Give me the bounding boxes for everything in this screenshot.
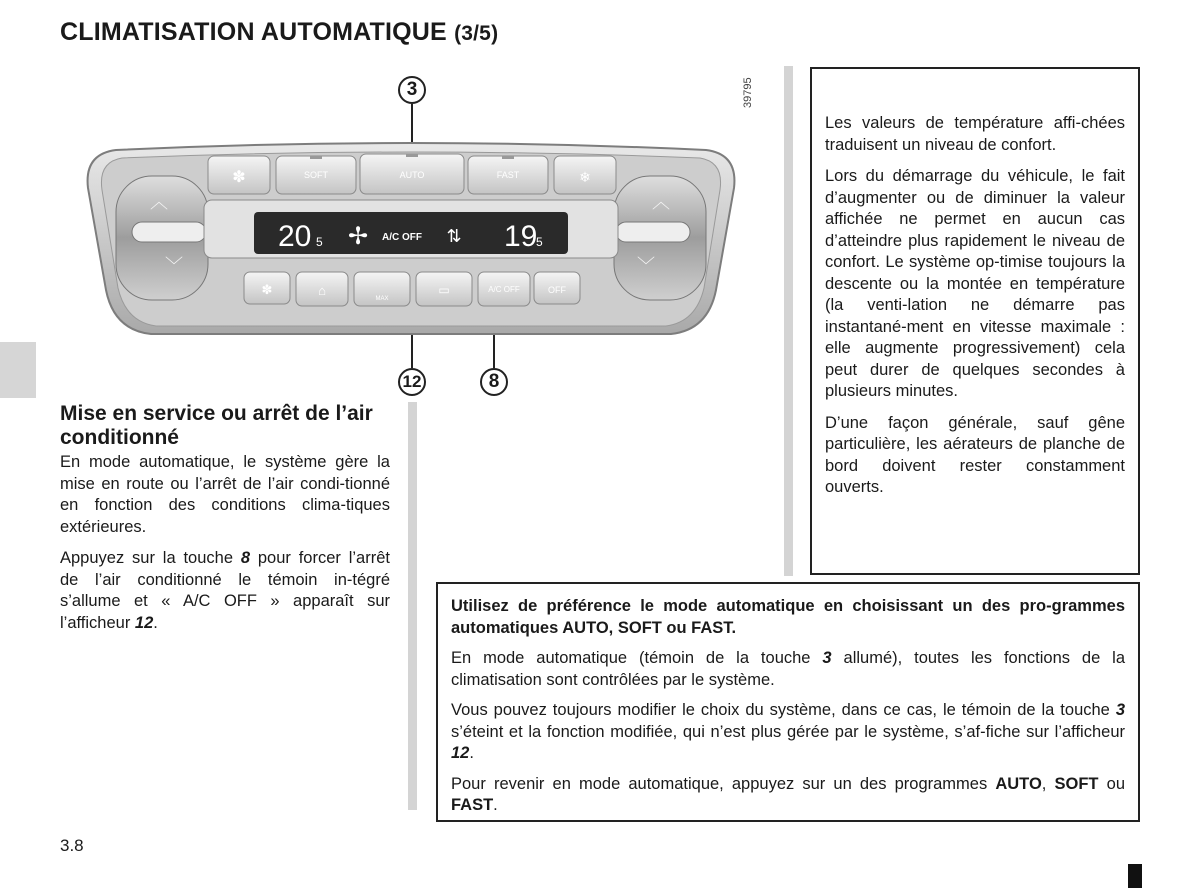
right-paragraph-1: Les valeurs de température affi-chées traduisent un niveau de confort. [825, 114, 1125, 154]
page-number: 3.8 [60, 836, 84, 855]
page-title [60, 18, 498, 47]
off-button-label: OFF [548, 285, 566, 295]
callout-8: 8 [480, 368, 508, 396]
comfort-info-box [810, 67, 1140, 575]
bottom-paragraph-2: En mode automatique (témoin de la touche 3 allumé), toutes les fonctions de la climatisation sont contrôlées par le système. [451, 649, 1126, 689]
left-column-text [60, 452, 390, 644]
svg-text:✽: ✽ [261, 282, 273, 297]
svg-text:✢: ✢ [347, 223, 369, 250]
callout-3: 3 [398, 76, 426, 104]
panel-drawing [86, 140, 736, 342]
svg-text:﹀: ﹀ [637, 256, 655, 276]
title-page-indicator: (3/5) [454, 22, 499, 45]
display-right-temp: 19 [504, 220, 538, 253]
ac-off-button-label: A/C OFF [488, 285, 520, 294]
display-right-temp-decimal: 5 [536, 235, 543, 249]
svg-text:︿: ︿ [652, 192, 670, 212]
column-divider-left [408, 402, 417, 810]
section-heading: Mise en service ou arrêt de l’air conditionné [60, 402, 373, 449]
svg-text:︿: ︿ [150, 192, 168, 212]
page-edge-marker [1128, 864, 1142, 888]
title-main: CLIMATISATION AUTOMATIQUE [60, 18, 447, 46]
ref-display-12: 12 [134, 613, 154, 632]
soft-label: SOFT [304, 170, 328, 180]
bottom-paragraph-4: Pour revenir en mode automatique, appuyez sur un des programmes AUTO, SOFT ou FAST. [451, 774, 1125, 814]
max-label: MAX [375, 296, 389, 302]
figure-number: 39795 [742, 77, 754, 108]
callout-12: 12 [398, 368, 426, 396]
bottom-paragraph-3: Vous pouvez toujours modifier le choix du système, dans ce cas, le témoin de la touche 3 s’éteint et la fonction modifiée, qui n’est plus gérée par le système, s’af-fiche sur l’afficheur 12. [451, 701, 1125, 762]
right-paragraph-3: D’une façon générale, sauf gêne particulière, les aérateurs de planche de bord doivent rester constamment ouverts. [825, 413, 1125, 496]
chapter-tab-marker [0, 342, 36, 398]
display-left-temp-decimal: 5 [316, 235, 323, 249]
svg-text:﹀: ﹀ [165, 256, 183, 276]
display-left-temp: 20 [278, 220, 312, 253]
svg-text:⌂: ⌂ [318, 283, 326, 298]
auto-mode-info-box [436, 582, 1140, 822]
svg-text:❄: ❄ [579, 169, 591, 185]
column-divider-right [784, 66, 793, 576]
climate-control-panel-illustration [86, 140, 736, 342]
bottom-bold-intro: Utilisez de préférence le mode automatique en choisissant un des pro-grammes automatiques AUTO, SOFT ou FAST. [451, 597, 1125, 637]
right-paragraph-2: Lors du démarrage du véhicule, le fait d’augmenter ou de diminuer la valeur affichée ne permet en aucun cas d’atteindre plus rapidement le niveau de confort. Le système op-timise toujours la descente ou la montée en température (la venti-lation ne démarre pas instantané-ment en vitesse maximale : elle augmente progressivement) cela peut durer de quelques secondes à plusieurs minutes. [825, 167, 1125, 400]
ref-key-8: 8 [240, 549, 251, 567]
svg-text:✽: ✽ [232, 169, 246, 186]
display-ac-off: A/C OFF [382, 232, 422, 243]
svg-text:⇅: ⇅ [446, 226, 462, 246]
left-paragraph-2: Appuyez sur la touche 8 pour forcer l’arrêt de l’air conditionné le témoin in-tégré s’allume et « A/C OFF » apparaît sur l’afficheur 12. [60, 549, 390, 632]
svg-text:▭: ▭ [438, 283, 450, 297]
fast-label: FAST [496, 170, 520, 180]
auto-label: AUTO [399, 170, 425, 180]
left-paragraph-1: En mode automatique, le système gère la mise en route ou l’arrêt de l’air condi-tionné en fonction des conditions clima-tiques extérieures. [60, 453, 390, 536]
